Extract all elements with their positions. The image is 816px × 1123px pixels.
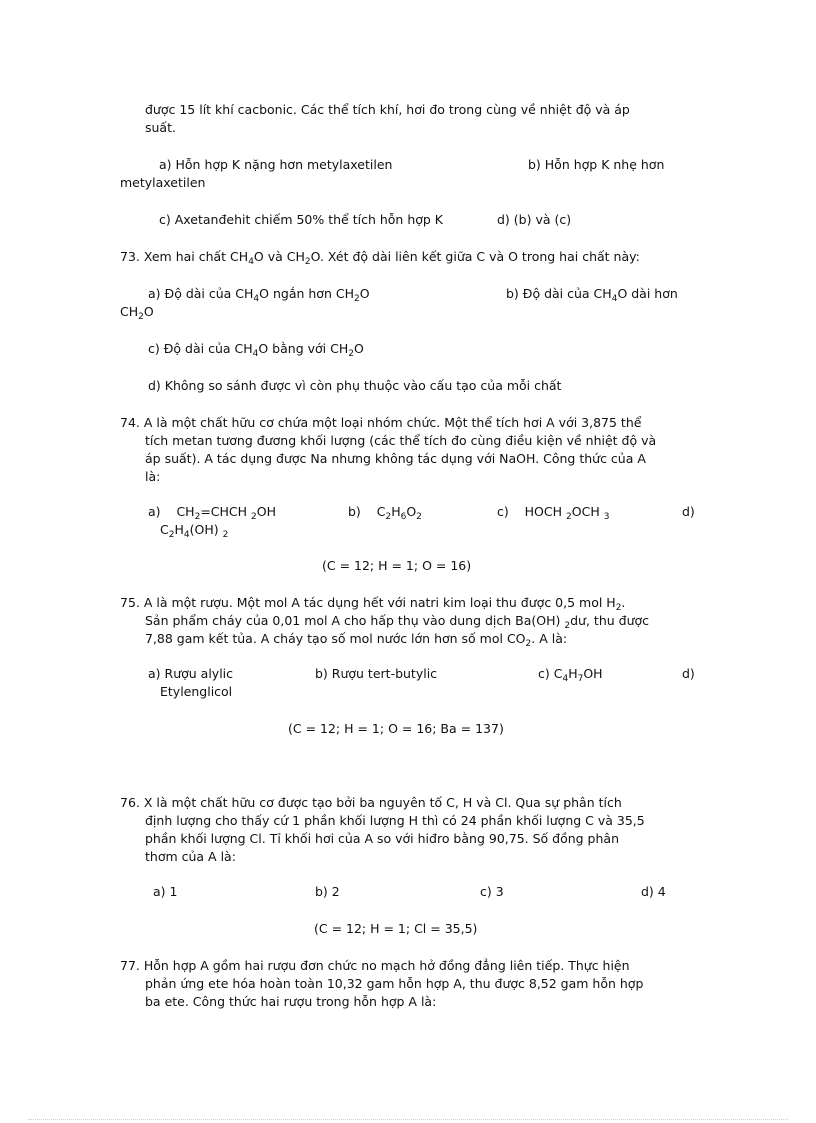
option-d-cont: Etylenglicol	[160, 684, 233, 699]
subscript: 2	[194, 512, 201, 522]
subscript: 6	[400, 512, 407, 522]
subscript: 2	[416, 512, 422, 522]
text: CH	[176, 504, 195, 519]
label: c)	[497, 504, 509, 519]
option-d: d)	[682, 666, 695, 681]
text: OCH	[571, 504, 600, 519]
subscript: 2	[348, 349, 354, 359]
subscript: 4	[248, 257, 254, 267]
text: H	[391, 504, 401, 519]
text: HOCH	[524, 504, 563, 519]
text: O	[143, 304, 154, 319]
text: b) Độ dài của CH	[506, 286, 612, 301]
subscript: 2	[525, 639, 532, 649]
text: (OH)	[189, 522, 219, 537]
subscript: 4	[611, 294, 618, 304]
subscript: 2	[385, 512, 392, 522]
option-d: d) (b) và (c)	[497, 212, 572, 227]
option-d: d) 4	[641, 884, 666, 899]
text-line: được 15 lít khí cacbonic. Các thể tích khí, hơi đo trong cùng về nhiệt độ và áp	[145, 102, 630, 117]
text: CH	[120, 304, 139, 319]
text-line: thơm của A là:	[145, 849, 236, 864]
text: 7,88 gam kết tủa. A cháy tạo số mol nước lớn hơn số mol CO	[145, 631, 526, 646]
text-line: phản ứng ete hóa hoàn toàn 10,32 gam hỗn hợp A, thu được 8,52 gam hỗn hợp	[145, 976, 644, 991]
subscript: 2	[566, 512, 572, 522]
subscript: 2	[353, 294, 360, 304]
text-line	[145, 630, 567, 648]
text: O. Xét độ dài liên kết giữa C và O trong hai chất này:	[310, 249, 640, 264]
text: C	[160, 522, 169, 537]
text-line	[145, 612, 649, 630]
text-line: ba ete. Công thức hai rượu trong hỗn hợp A là:	[145, 994, 437, 1009]
option-c	[497, 503, 609, 521]
text: 73. Xem hai chất CH	[120, 249, 249, 264]
subscript: 4	[562, 674, 569, 684]
subscript: 2	[615, 603, 622, 613]
question-76: 76. X là một chất hữu cơ được tạo bởi ba nguyên tố C, H và Cl. Qua sự phân tích	[120, 795, 622, 810]
question-75: 75. A là một rượu. Một mol A tác dụng hết với natri kim loại thu được 0,5 mol $H_2$.	[120, 595, 626, 613]
option-d: d)	[682, 504, 695, 519]
text: O	[359, 286, 370, 301]
question-73	[120, 248, 640, 266]
text: =CHCH	[200, 504, 248, 519]
text: O bằng với CH	[258, 341, 349, 356]
text: a) Độ dài của CH	[148, 286, 254, 301]
text: O dài hơn	[617, 286, 678, 301]
question-77: 77. Hỗn hợp A gồm hai rượu đơn chức no mạch hở đồng đẳng liên tiếp. Thực hiện	[120, 958, 630, 973]
subscript: 2	[564, 621, 571, 631]
text-line: định lượng cho thấy cứ 1 phần khối lượng H thì có 24 phần khối lượng C và 35,5	[145, 813, 645, 828]
subscript: 2	[251, 512, 257, 522]
text: OH	[583, 666, 603, 681]
text-line: suất.	[145, 120, 176, 135]
option-b: b) Hỗn hợp K nhẹ hơn	[528, 157, 665, 172]
text-line: phần khối lượng Cl. Tỉ khối hơi của A so với hiđro bằng 90,75. Số đồng phân	[145, 831, 619, 846]
subscript: 2	[168, 530, 175, 540]
option-a	[148, 285, 370, 303]
subscript: 2	[138, 312, 144, 322]
text: c) C	[538, 666, 563, 681]
option-b	[348, 503, 422, 521]
text-line: là:	[145, 469, 161, 484]
text: O và CH	[253, 249, 305, 264]
text: H	[568, 666, 578, 681]
text: OH	[256, 504, 277, 519]
page-bottom-divider	[28, 1119, 788, 1120]
option-c: c) 3	[480, 884, 504, 899]
subscript: 4	[253, 294, 260, 304]
option-b	[506, 285, 678, 303]
option-b: b) 2	[315, 884, 340, 899]
option-a: a) 1	[153, 884, 178, 899]
option-b: b) Rượu tert-butylic	[315, 666, 438, 681]
text: C	[376, 504, 386, 519]
text-line: áp suất). A tác dụng được Na nhưng không tác dụng với NaOH. Công thức của A	[145, 451, 646, 466]
subscript: 3	[603, 512, 610, 522]
label: a)	[148, 504, 161, 519]
option-b-cont	[120, 303, 154, 321]
option-d-cont	[160, 521, 228, 539]
text: O	[353, 341, 364, 356]
subscript: 2	[304, 257, 311, 267]
label: b)	[348, 504, 361, 519]
option-a	[148, 503, 276, 521]
text: O	[406, 504, 417, 519]
atomic-masses: (C = 12; H = 1; O = 16)	[322, 558, 472, 573]
atomic-masses: (C = 12; H = 1; O = 16; Ba = 137)	[288, 721, 504, 736]
option-c	[538, 665, 603, 683]
text: Sản phẩm cháy của 0,01 mol A cho hấp thụ vào dung dịch Ba(OH)	[145, 613, 561, 628]
subscript: 2	[222, 530, 229, 540]
text: dư, thu được	[570, 613, 650, 628]
question-74: 74. A là một chất hữu cơ chứa một loại nhóm chức. Một thể tích hơi A với 3,875 thể	[120, 415, 642, 430]
option-c: c) Axetanđehit chiếm 50% thể tích hỗn hợp K	[159, 212, 443, 227]
subscript: 4	[252, 349, 259, 359]
text: 75. A là một rượu. Một mol A tác dụng hết với natri kim loại thu được 0,5 mol H	[120, 595, 616, 610]
text: H	[174, 522, 184, 537]
text: . A là:	[531, 631, 568, 646]
option-c	[148, 340, 364, 358]
subscript: 4	[183, 530, 190, 540]
option-a: a) Rượu alylic	[148, 666, 234, 681]
text-line: tích metan tương đương khối lượng (các thể tích đo cùng điều kiện về nhiệt độ và	[145, 433, 657, 448]
option-b-cont: metylaxetilen	[120, 175, 206, 190]
option-d: d) Không so sánh được vì còn phụ thuộc vào cấu tạo của mỗi chất	[148, 378, 562, 393]
atomic-masses: (C = 12; H = 1; Cl = 35,5)	[314, 921, 478, 936]
option-a: a) Hỗn hợp K nặng hơn metylaxetilen	[159, 157, 393, 172]
text: c) Độ dài của CH	[148, 341, 253, 356]
subscript: 7	[577, 674, 584, 684]
text: O ngắn hơn CH	[259, 286, 354, 301]
